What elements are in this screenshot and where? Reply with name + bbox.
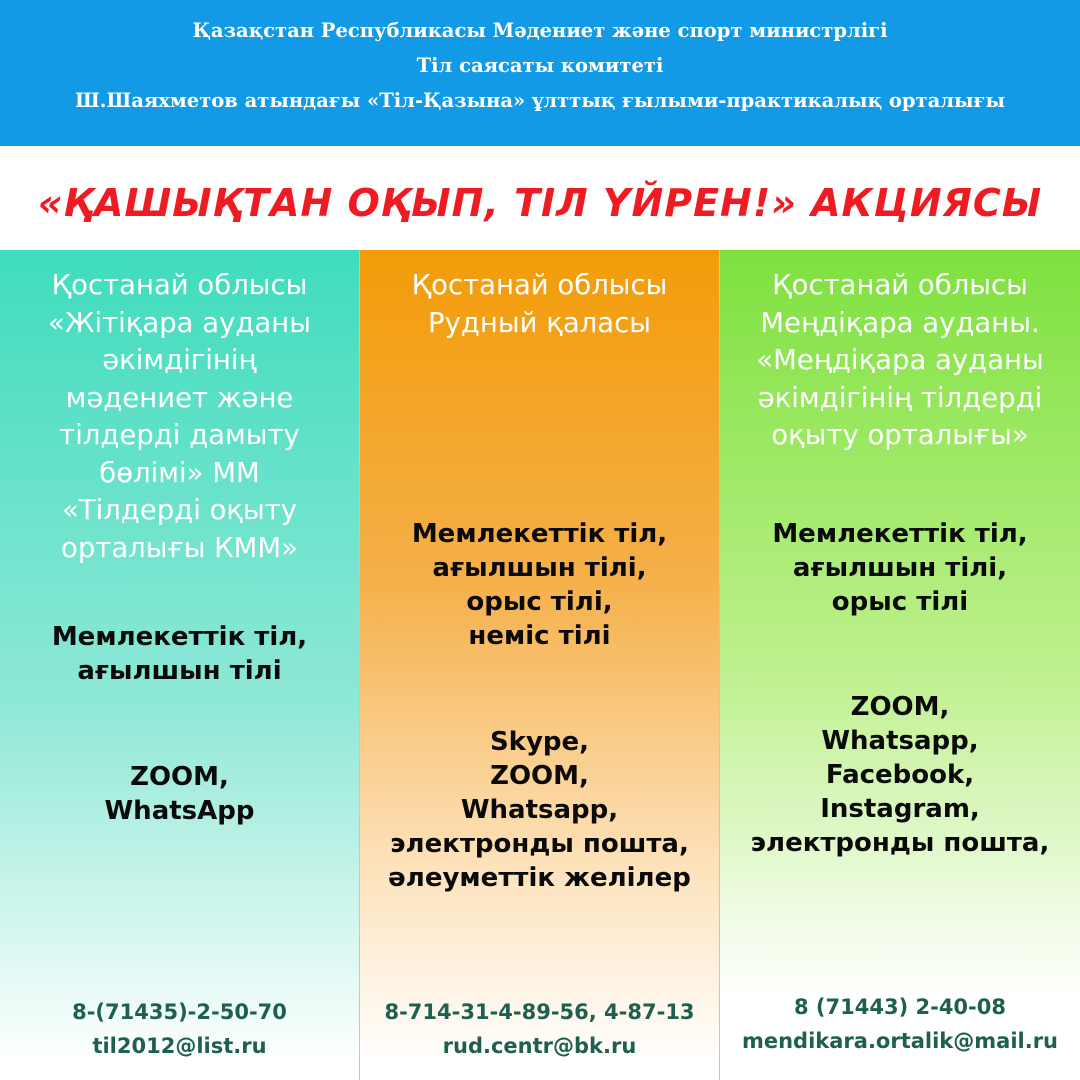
org-line: әкімдігінің: [102, 344, 257, 376]
language-item: ағылшын тілі,: [792, 553, 1008, 583]
platform-item: ZOOM,: [490, 761, 589, 791]
language-item: Мемлекеттік тіл,: [772, 519, 1028, 549]
org-line: мәдениет және: [65, 381, 294, 414]
phone-number: 8-(71435)-2-50-70: [72, 1000, 287, 1024]
language-item: орыс тілі,: [466, 587, 613, 617]
org-line: бөлімі» ММ: [99, 456, 260, 489]
org-line: тілдерді дамыту: [59, 419, 300, 451]
languages-list: [0, 620, 359, 688]
org-line: «Тілдерді оқыту: [61, 494, 298, 526]
org-name: [0, 267, 359, 567]
ministry-line: Қазақстан Республикасы Мәдениет және спорт министрлігі: [192, 19, 888, 42]
language-item: Мемлекеттік тіл,: [51, 622, 308, 652]
column-mendikara: [720, 250, 1080, 1080]
email-address[interactable]: til2012@list.ru: [92, 1034, 267, 1058]
language-item: ағылшын тілі: [77, 656, 282, 686]
org-name: [720, 267, 1080, 455]
platform-item: WhatsApp: [104, 796, 255, 826]
platform-item: Whatsapp,: [460, 795, 619, 825]
platform-item: әлеуметтік желілер: [388, 863, 691, 893]
org-line: «Меңдіқара ауданы: [756, 344, 1044, 376]
org-line: Рудный қаласы: [428, 306, 651, 339]
header-banner: [0, 0, 1080, 146]
language-item: неміс тілі: [468, 621, 611, 651]
org-line: «Жітіқара ауданы: [48, 306, 311, 339]
column-zhitikara: [0, 250, 359, 1080]
platform-item: ZOOM,: [850, 692, 950, 722]
email-address[interactable]: rud.centr@bk.ru: [442, 1034, 637, 1058]
platform-item: Instagram,: [820, 794, 980, 824]
org-line: Қостанай облысы: [51, 269, 308, 301]
org-line: Қостанай облысы: [411, 269, 668, 301]
languages-list: [720, 517, 1080, 619]
contacts: [0, 995, 359, 1063]
phone-number: 8-714-31-4-89-56, 4-87-13: [384, 1000, 695, 1024]
language-item: Мемлекеттік тіл,: [411, 519, 668, 549]
org-line: Меңдіқара ауданы.: [760, 306, 1040, 339]
center-line: Ш.Шаяхметов атындағы «Тіл-Қазына» ұлттық ғылыми-практикалық орталығы: [74, 89, 1006, 112]
committee-line: Тіл саясаты комитеті: [416, 54, 664, 77]
org-line: Қостанай облысы: [772, 269, 1028, 301]
platform-item: ZOOM,: [130, 762, 229, 792]
column-rudny: [359, 250, 720, 1080]
contacts: [360, 995, 719, 1063]
languages-list: [360, 517, 719, 653]
org-name: [360, 267, 719, 342]
platforms-list: [360, 725, 719, 895]
platform-item: электронды пошта,: [750, 828, 1050, 858]
campaign-title: «ҚАШЫҚТАН ОҚЫП, ТІЛ ҮЙРЕН!» АКЦИЯСЫ: [37, 181, 1043, 225]
platform-item: Whatsapp,: [821, 726, 979, 756]
platforms-list: [720, 690, 1080, 860]
language-item: орыс тілі: [831, 587, 969, 617]
email-address[interactable]: mendikara.ortalik@mail.ru: [741, 1029, 1059, 1053]
phone-number: 8 (71443) 2-40-08: [794, 995, 1006, 1019]
platform-item: Facebook,: [825, 760, 975, 790]
platform-item: Skype,: [489, 727, 590, 757]
org-line: орталығы КММ»: [61, 531, 298, 564]
language-item: ағылшын тілі,: [432, 553, 647, 583]
platforms-list: [0, 760, 359, 828]
platform-item: электронды пошта,: [390, 829, 689, 859]
org-line: оқыту орталығы»: [771, 419, 1029, 451]
contacts: [720, 990, 1080, 1058]
org-line: әкімдігінің тілдерді: [757, 381, 1043, 414]
